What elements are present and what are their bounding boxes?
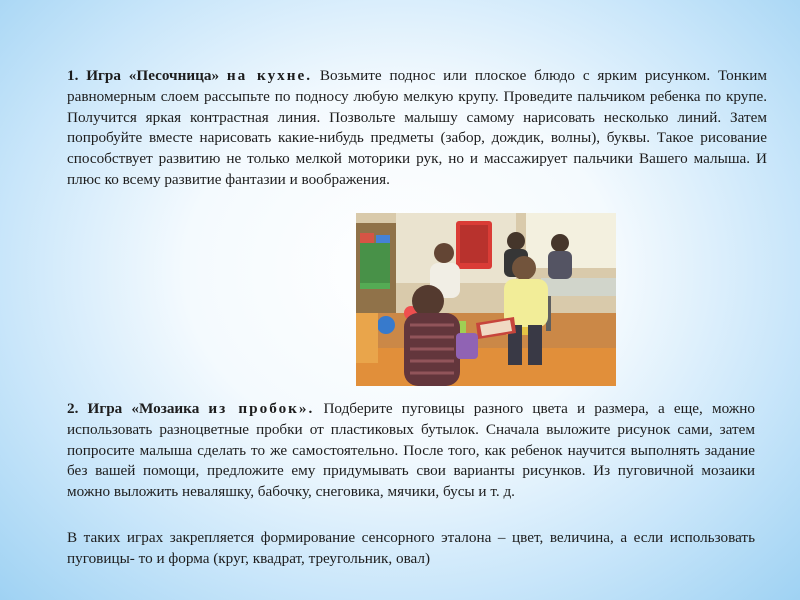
summary-paragraph	[67, 528, 755, 570]
game-sandbox-title-spaced: на кухне.	[226, 67, 313, 84]
classroom-photo	[356, 213, 616, 386]
game-mosaic-title-spaced: из пробок».	[208, 400, 315, 417]
game-sandbox-paragraph	[67, 66, 767, 191]
game-mosaic-title: 2. Игра «Мозаика	[67, 400, 209, 417]
game-mosaic-paragraph	[67, 399, 755, 503]
game-mosaic-body: Подберите пуговицы разного цвета и размера, а еще, можно использовать разноцветные пробки от пластиковых бутылок. Сначала выложите рисунок сами, затем попросите малыша сделать то же самостоятельно. После того, как ребенок научится выполнять задание без вашей помощи, предложите ему придумывать свои варианты рисунков. Из пуговичной мозаики можно выложить неваляшку, бабочку, снеговика, мячики, бусы и т. д.	[67, 400, 755, 501]
photo-image	[356, 213, 616, 386]
game-sandbox-title: 1. Игра «Песочница»	[67, 67, 227, 84]
game-sandbox-body: Возьмите поднос или плоское блюдо с ярким рисунком. Тонким равномерным слоем рассыпьте по подносу любую мелкую крупу. Проведите пальчиком ребенка по крупе. Получится яркая контрастная линия. Позвольте малышу самому нарисовать несколько линий. Затем попробуйте вместе нарисовать какие-нибудь предметы (забор, дождик, волны), буквы. Такое рисование способствует развитию не только мелкой моторики рук, но и массажирует пальчики Вашего малыша. И плюс ко всему развитие фантазии и воображения.	[67, 67, 768, 188]
summary-body: В таких играх закрепляется формирование сенсорного эталона – цвет, величина, а если использовать пуговицы- то и форма (круг, квадрат, треугольник, овал)	[67, 529, 755, 567]
